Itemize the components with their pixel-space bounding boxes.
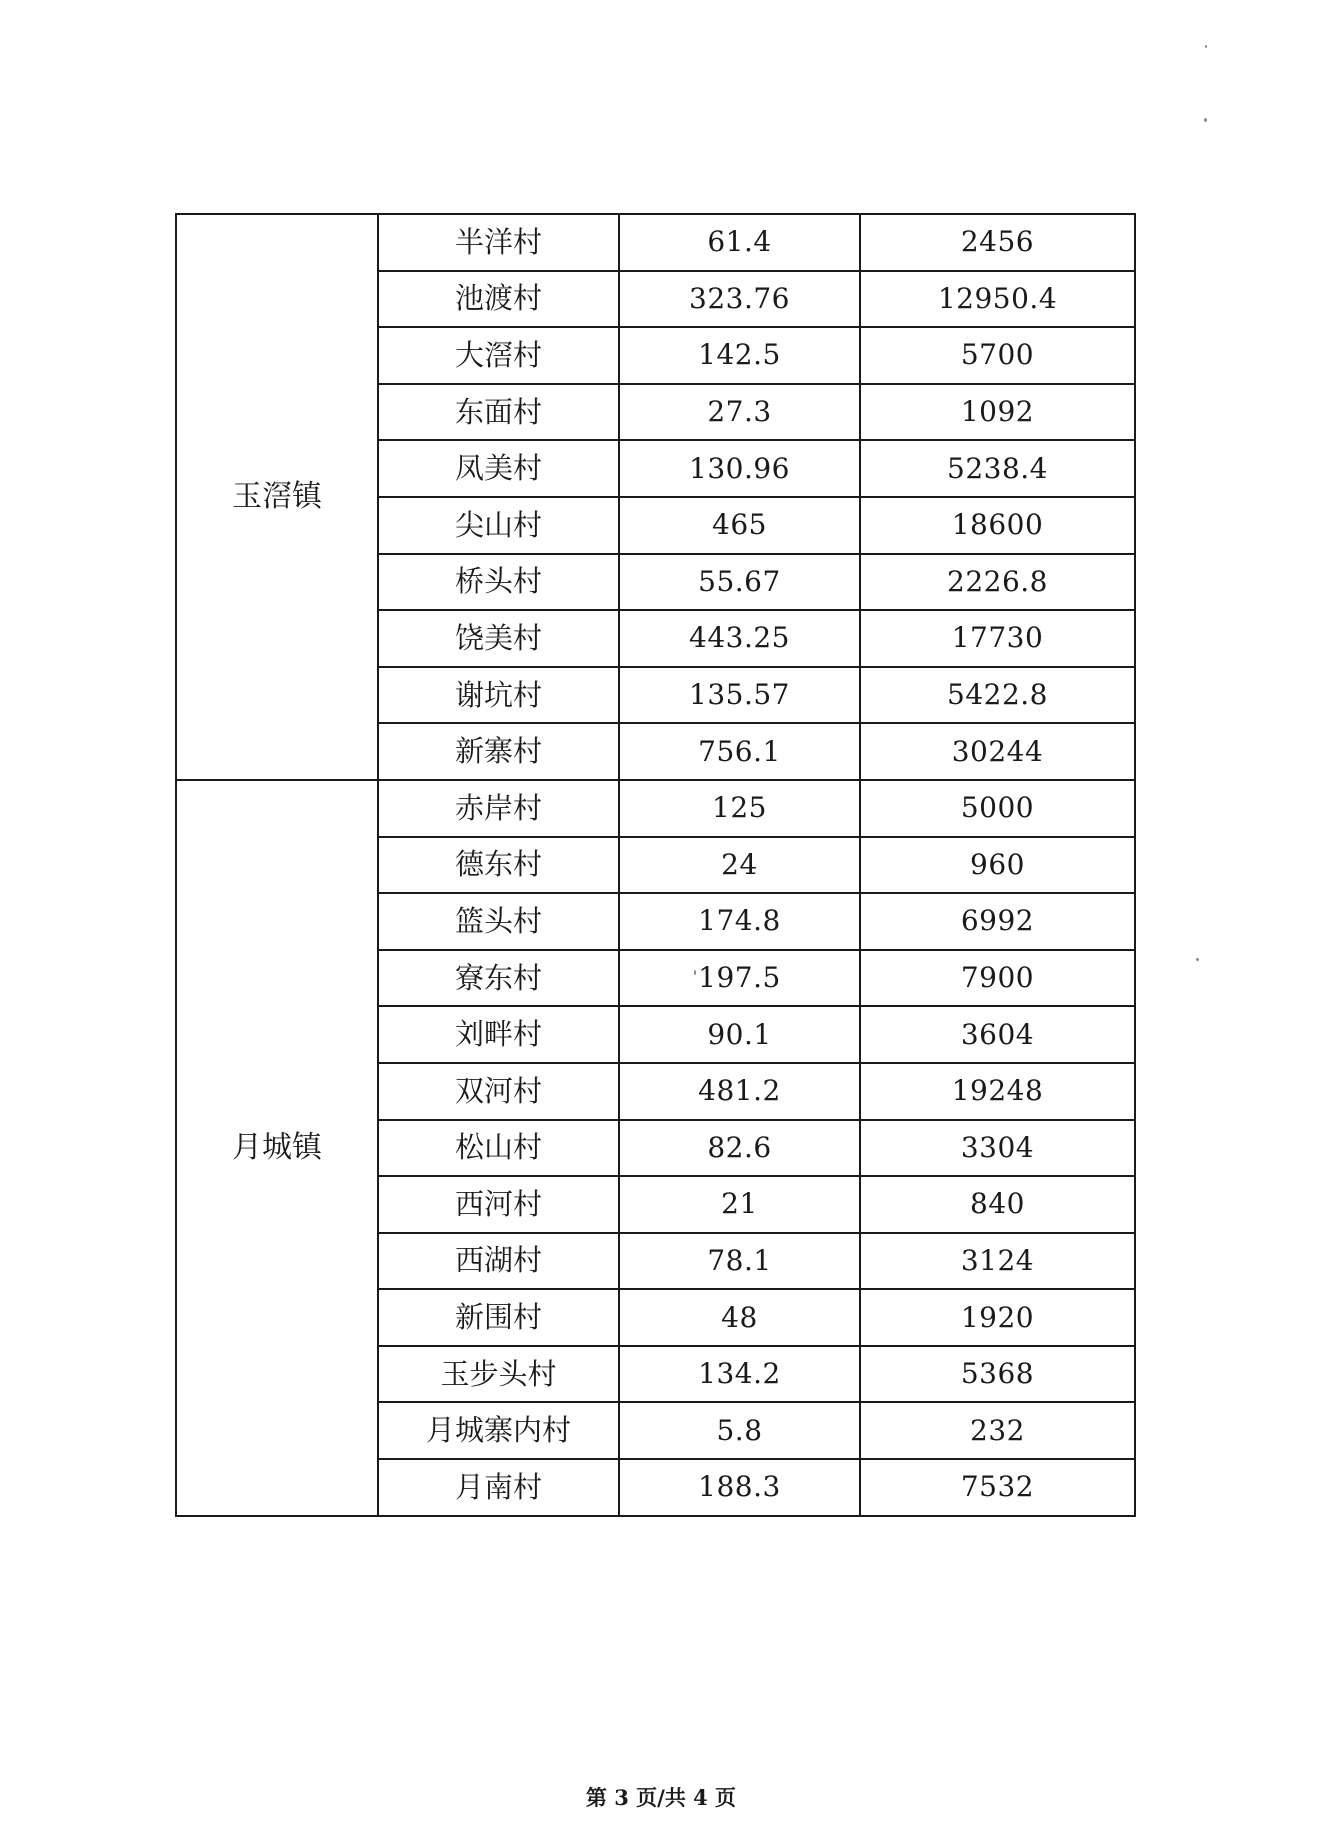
village-name-cell: 新寨村: [378, 723, 619, 780]
value-cell-2: 840: [860, 1176, 1135, 1233]
village-name-cell: 松山村: [378, 1120, 619, 1177]
value-cell-2: 12950.4: [860, 271, 1135, 328]
value-cell-2: 7900: [860, 950, 1135, 1007]
value-cell-1: 465: [619, 497, 860, 554]
value-cell-2: 5368: [860, 1346, 1135, 1403]
village-name-cell: 饶美村: [378, 610, 619, 667]
value-cell-2: 18600: [860, 497, 1135, 554]
village-name-cell: 双河村: [378, 1063, 619, 1120]
value-cell-1: 443.25: [619, 610, 860, 667]
value-cell-1: 130.96: [619, 440, 860, 497]
village-name-cell: 谢坑村: [378, 667, 619, 724]
table-row: [176, 214, 1135, 271]
table-body: [176, 214, 1135, 1516]
village-name-cell: 尖山村: [378, 497, 619, 554]
value-cell-1: 174.8: [619, 893, 860, 950]
value-cell-1: 90.1: [619, 1006, 860, 1063]
village-name-cell: 赤岸村: [378, 780, 619, 837]
scan-speck: [1205, 45, 1207, 48]
value-cell-2: 5000: [860, 780, 1135, 837]
value-cell-1: 756.1: [619, 723, 860, 780]
town-name-cell: 玉滘镇: [176, 214, 378, 780]
village-name-cell: 玉步头村: [378, 1346, 619, 1403]
scan-speck: [1196, 958, 1199, 961]
value-cell-1: 55.67: [619, 554, 860, 611]
value-cell-2: 960: [860, 837, 1135, 894]
value-cell-2: 6992: [860, 893, 1135, 950]
village-name-cell: 月城寨内村: [378, 1402, 619, 1459]
village-name-cell: 凤美村: [378, 440, 619, 497]
value-cell-2: 1920: [860, 1289, 1135, 1346]
village-name-cell: 寮东村: [378, 950, 619, 1007]
value-cell-1: 197.5: [619, 950, 860, 1007]
scan-speck: [694, 970, 696, 975]
value-cell-1: 82.6: [619, 1120, 860, 1177]
village-data-table: [175, 213, 1136, 1517]
value-cell-1: 5.8: [619, 1402, 860, 1459]
value-cell-1: 24: [619, 837, 860, 894]
value-cell-1: 134.2: [619, 1346, 860, 1403]
value-cell-1: 135.57: [619, 667, 860, 724]
value-cell-2: 7532: [860, 1459, 1135, 1516]
value-cell-1: 21: [619, 1176, 860, 1233]
village-name-cell: 半洋村: [378, 214, 619, 271]
village-name-cell: 桥头村: [378, 554, 619, 611]
page-number-footer: 第 3 页/共 4 页: [585, 1785, 737, 1810]
village-name-cell: 月南村: [378, 1459, 619, 1516]
value-cell-2: 30244: [860, 723, 1135, 780]
value-cell-2: 3124: [860, 1233, 1135, 1290]
value-cell-2: 232: [860, 1402, 1135, 1459]
value-cell-1: 27.3: [619, 384, 860, 441]
village-name-cell: 池渡村: [378, 271, 619, 328]
village-name-cell: 篮头村: [378, 893, 619, 950]
value-cell-1: 481.2: [619, 1063, 860, 1120]
table-row: [176, 780, 1135, 837]
value-cell-2: 19248: [860, 1063, 1135, 1120]
village-name-cell: 西河村: [378, 1176, 619, 1233]
value-cell-2: 2226.8: [860, 554, 1135, 611]
village-name-cell: 东面村: [378, 384, 619, 441]
scan-speck: [1204, 118, 1207, 122]
town-name-cell: 月城镇: [176, 780, 378, 1516]
value-cell-2: 3604: [860, 1006, 1135, 1063]
village-name-cell: 刘畔村: [378, 1006, 619, 1063]
value-cell-1: 142.5: [619, 327, 860, 384]
value-cell-1: 48: [619, 1289, 860, 1346]
value-cell-1: 78.1: [619, 1233, 860, 1290]
value-cell-1: 188.3: [619, 1459, 860, 1516]
value-cell-1: 323.76: [619, 271, 860, 328]
value-cell-1: 61.4: [619, 214, 860, 271]
village-name-cell: 西湖村: [378, 1233, 619, 1290]
village-name-cell: 德东村: [378, 837, 619, 894]
value-cell-1: 125: [619, 780, 860, 837]
value-cell-2: 5422.8: [860, 667, 1135, 724]
value-cell-2: 5238.4: [860, 440, 1135, 497]
value-cell-2: 17730: [860, 610, 1135, 667]
value-cell-2: 3304: [860, 1120, 1135, 1177]
village-name-cell: 大滘村: [378, 327, 619, 384]
village-name-cell: 新围村: [378, 1289, 619, 1346]
value-cell-2: 1092: [860, 384, 1135, 441]
value-cell-2: 2456: [860, 214, 1135, 271]
value-cell-2: 5700: [860, 327, 1135, 384]
